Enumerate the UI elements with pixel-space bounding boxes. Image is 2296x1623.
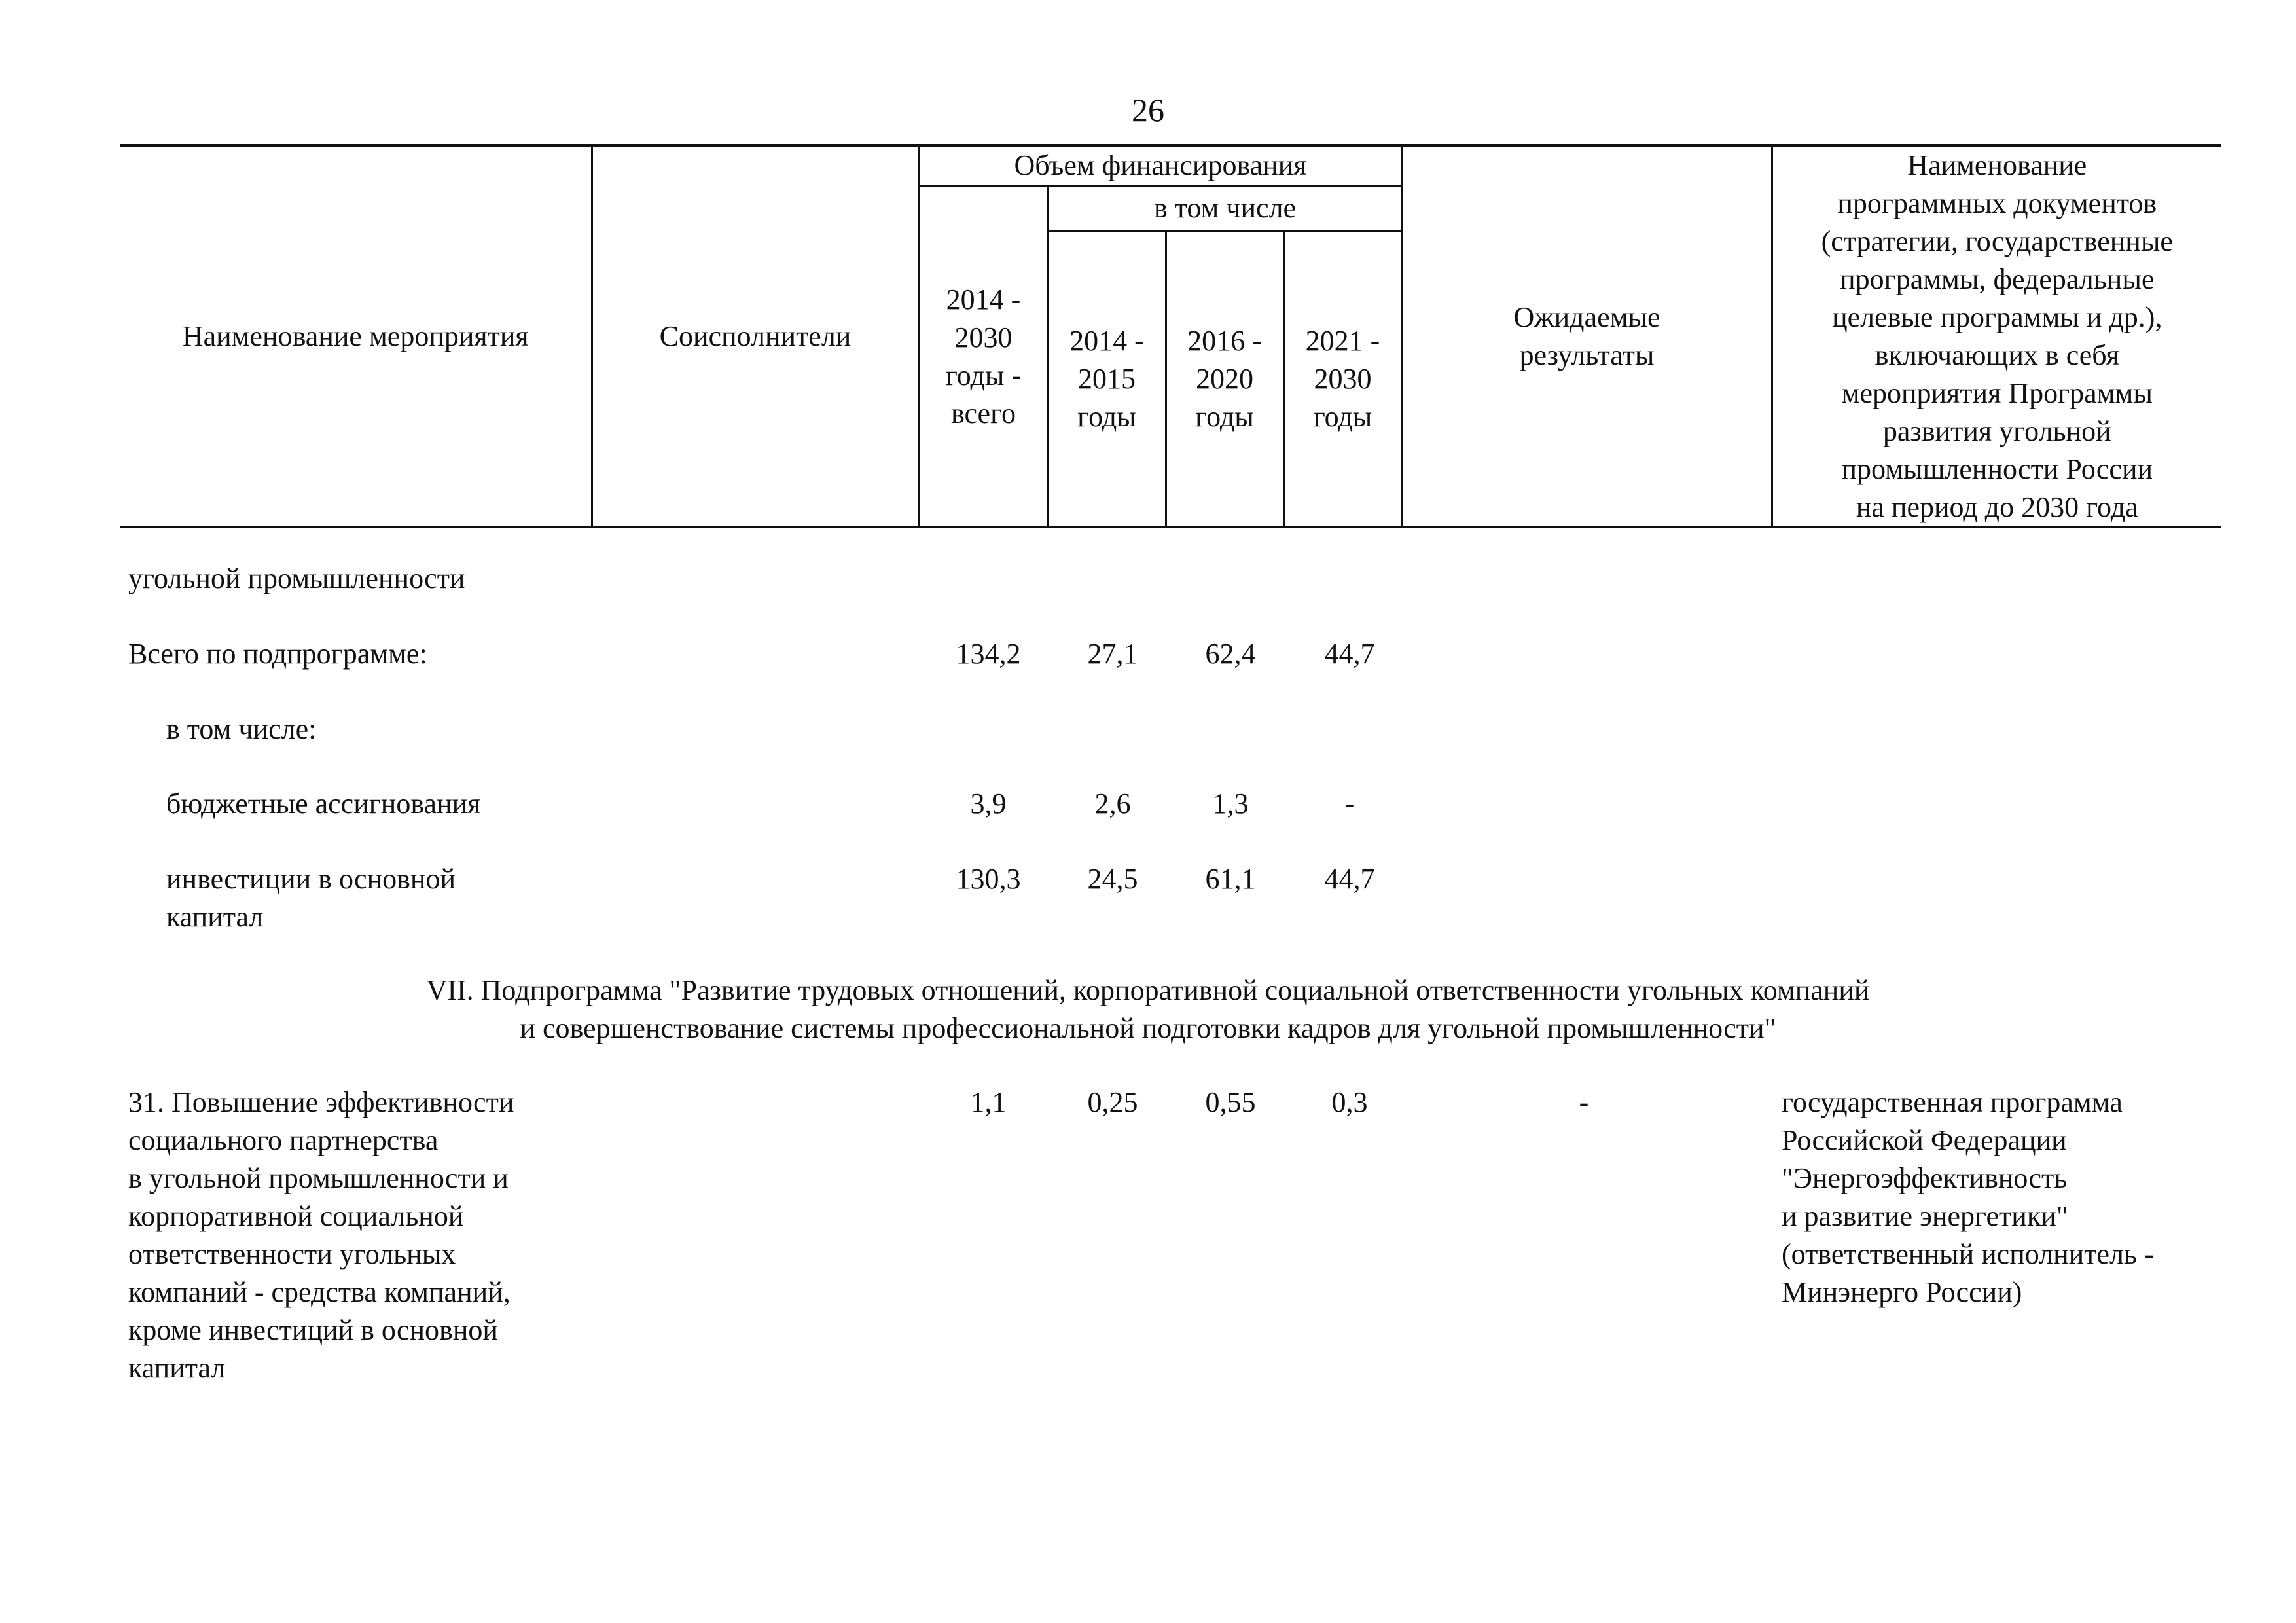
page-number: 26 xyxy=(1132,92,1164,128)
total-label: Всего по подпрограмме: xyxy=(128,638,427,670)
header-2016-2020: 2016 - 2020 годы xyxy=(1166,231,1283,528)
header-event-name: Наименование мероприятия xyxy=(120,145,592,528)
item-31-documents: государственная программа Российской Федерации "Энергоэффективность и развитие энергетики" (ответственный исполнитель - Минэнерго России) xyxy=(1782,1086,2154,1308)
total-value-all: 134,2 xyxy=(956,638,1021,670)
table-header xyxy=(120,144,2221,528)
budget-value-2014-2015: 2,6 xyxy=(1094,788,1131,820)
budget-value-all: 3,9 xyxy=(970,788,1007,820)
section-title-line-2: и совершенствование системы профессиональной подготовки кадров для угольной промышленности" xyxy=(520,1012,1776,1044)
investments-value-2014-2015: 24,5 xyxy=(1087,863,1138,895)
investments-value-2016-2020: 61,1 xyxy=(1205,863,1256,895)
continuation-text: угольной промышленности xyxy=(128,562,465,594)
budget-value-2016-2020: 1,3 xyxy=(1212,788,1249,820)
total-value-2016-2020: 62,4 xyxy=(1205,638,1256,670)
investments-value-all: 130,3 xyxy=(956,863,1021,895)
header-results: Ожидаемые результаты xyxy=(1402,145,1772,528)
item-31-value-2014-2015: 0,25 xyxy=(1087,1086,1138,1118)
budget-label: бюджетные ассигнования xyxy=(166,788,481,820)
investments-label: инвестиции в основной капитал xyxy=(166,863,456,933)
investments-value-2021-2030: 44,7 xyxy=(1324,863,1375,895)
item-31-results: - xyxy=(1579,1086,1589,1118)
total-value-2021-2030: 44,7 xyxy=(1324,638,1375,670)
header-including: в том числе xyxy=(1048,186,1402,231)
header-coexecutors: Соисполнители xyxy=(592,145,919,528)
budget-value-2021-2030: - xyxy=(1344,788,1355,820)
header-2014-2015: 2014 - 2015 годы xyxy=(1048,231,1166,528)
header-documents: Наименование программных документов (стратегии, государственные программы, федеральные целевые программы и др.), включающих в себя мероприятия Программы развития угольной промышленности России на период до 2030 года xyxy=(1772,145,2221,528)
section-title-line-1: VII. Подпрограмма "Развитие трудовых отношений, корпоративной социальной ответственности угольных компаний xyxy=(426,974,1870,1006)
item-31-label: 31. Повышение эффективности социального партнерства в угольной промышленности и корпоративной социальной ответственности угольных компаний - средства компаний, кроме инвестиций в основной капитал xyxy=(128,1086,514,1384)
item-31-value-all: 1,1 xyxy=(970,1086,1007,1118)
header-2021-2030: 2021 - 2030 годы xyxy=(1283,231,1402,528)
total-value-2014-2015: 27,1 xyxy=(1087,638,1138,670)
item-31-value-2021-2030: 0,3 xyxy=(1331,1086,1368,1118)
header-funding: Объем финансирования xyxy=(919,145,1402,186)
header-total-2014-2030: 2014 - 2030 годы - всего xyxy=(919,186,1048,528)
item-31-value-2016-2020: 0,55 xyxy=(1205,1086,1256,1118)
including-label: в том числе: xyxy=(166,713,317,745)
